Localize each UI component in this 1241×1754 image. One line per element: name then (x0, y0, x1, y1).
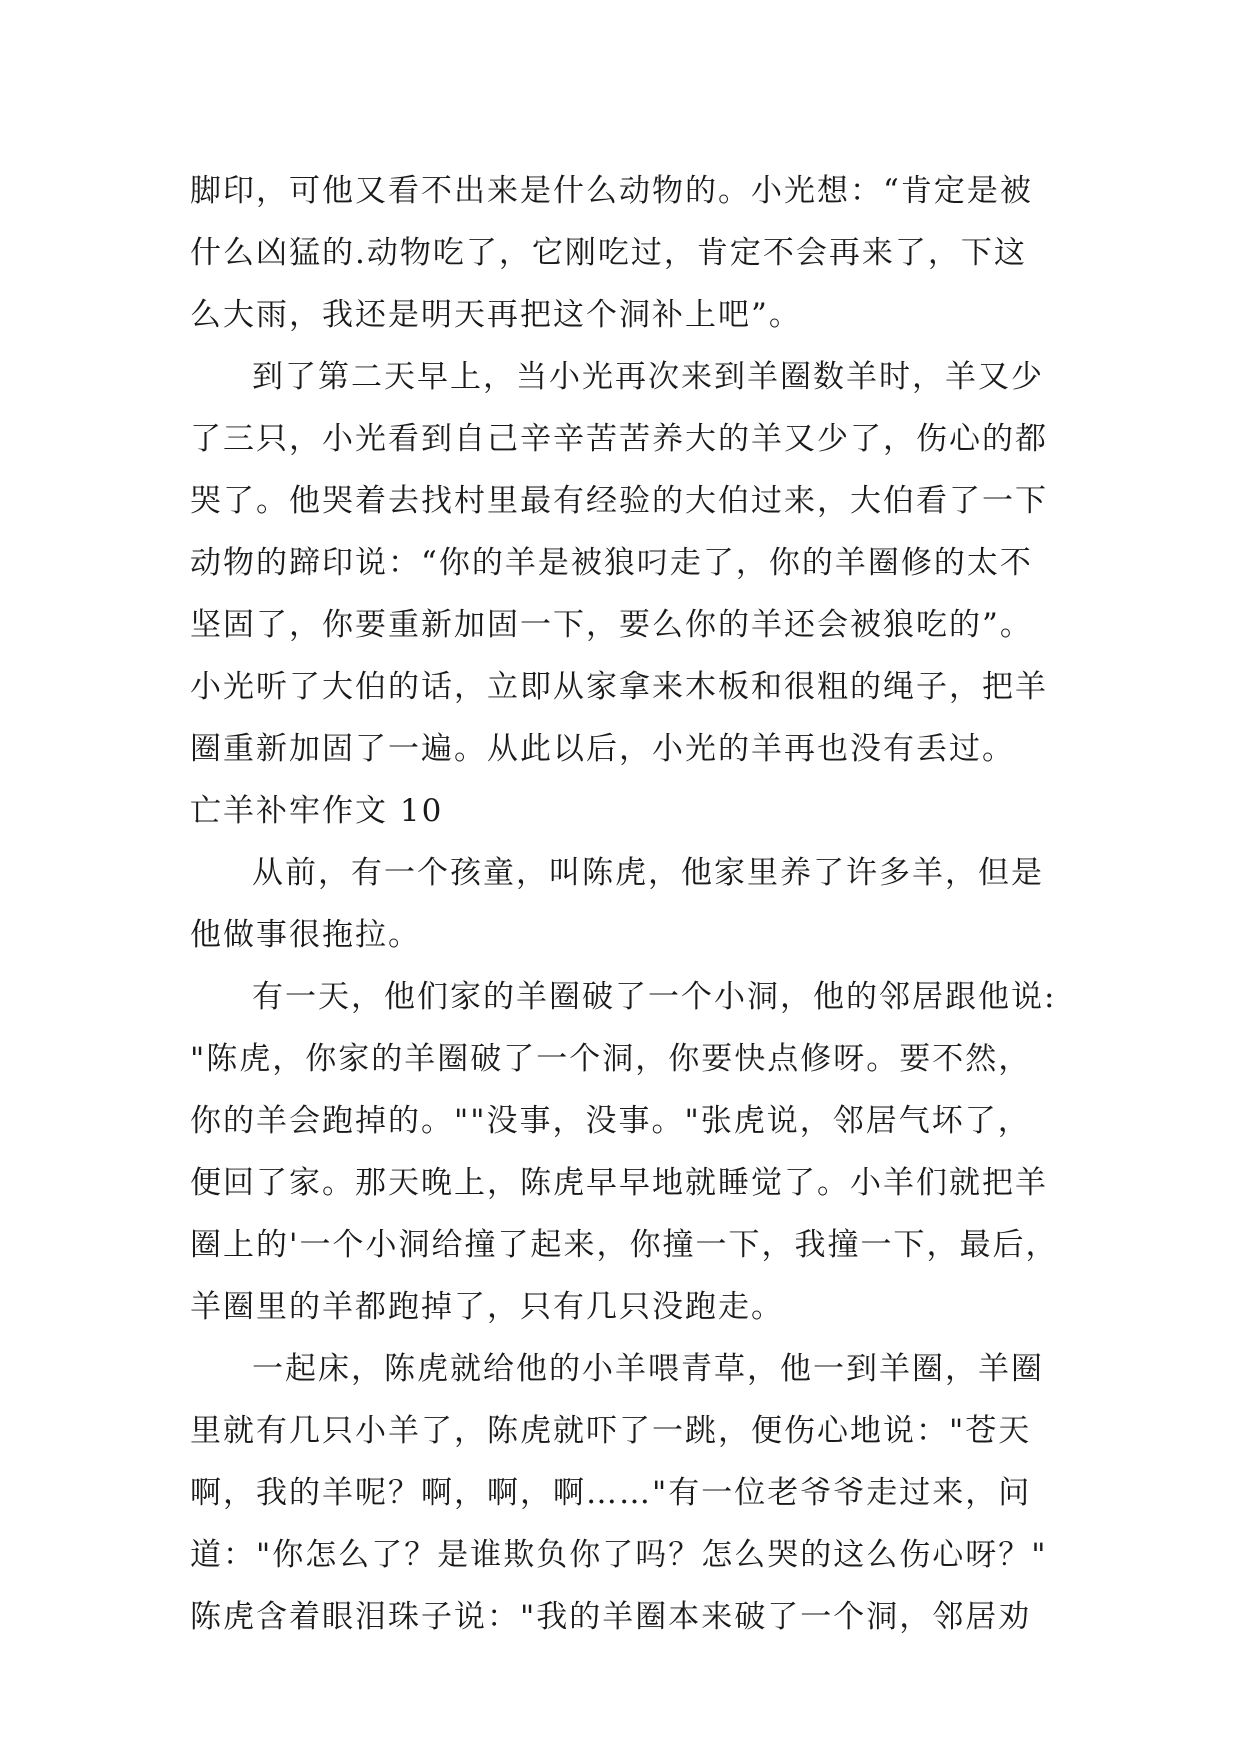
paragraph-start-line: 到了第二天早上，当小光再次来到羊圈数羊时，羊又少 (252, 359, 1044, 395)
text-line: "陈虎，你家的羊圈破了一个洞，你要快点修呀。要不然， (190, 1041, 1032, 1077)
text-line: 坚固了，你要重新加固一下，要么你的羊还会被狼吃的”。 (190, 607, 1033, 643)
text-line: 么大雨，我还是明天再把这个洞补上吧”。 (190, 297, 802, 333)
text-line: 圈重新加固了一遍。从此以后，小光的羊再也没有丢过。 (190, 731, 1015, 767)
text-line: 陈虎含着眼泪珠子说："我的羊圈本来破了一个洞，邻居劝 (190, 1599, 1032, 1635)
text-line: 了三只，小光看到自己辛辛苦苦养大的羊又少了，伤心的都 (190, 421, 1048, 457)
text-line: 便回了家。那天晚上，陈虎早早地就睡觉了。小羊们就把羊 (190, 1165, 1048, 1201)
body-text (190, 160, 1070, 1648)
text-line: 什么凶猛的.动物吃了，它刚吃过，肯定不会再来了，下这 (190, 235, 1027, 271)
text-line: 脚印，可他又看不出来是什么动物的。小光想：“肯定是被 (190, 173, 1033, 209)
text-line: 道："你怎么了？是谁欺负你了吗？怎么哭的这么伤心呀？" (190, 1537, 1048, 1573)
text-line: 小光听了大伯的话，立即从家拿来木板和很粗的绳子，把羊 (190, 669, 1048, 705)
text-line: 动物的蹄印说：“你的羊是被狼叼走了，你的羊圈修的太不 (190, 545, 1033, 581)
text-line: 里就有几只小羊了，陈虎就吓了一跳，便伤心地说："苍天 (190, 1413, 1032, 1449)
paragraph-start-line: 一起床，陈虎就给他的小羊喂青草，他一到羊圈，羊圈 (252, 1351, 1044, 1387)
text-line: 啊，我的羊呢？啊，啊，啊……"有一位老爷爷走过来，问 (190, 1475, 1032, 1511)
text-line: 他做事很拖拉。 (190, 917, 421, 953)
text-line: 羊圈里的羊都跑掉了，只有几只没跑走。 (190, 1289, 784, 1325)
text-line: 你的羊会跑掉的。""没事，没事。"张虎说，邻居气坏了， (190, 1103, 1031, 1139)
text-line: 哭了。他哭着去找村里最有经验的大伯过来，大伯看了一下 (190, 483, 1048, 519)
section-heading: 亡羊补牢作文 10 (190, 793, 444, 829)
paragraph-start-line: 有一天，他们家的羊圈破了一个小洞，他的邻居跟他说: (252, 979, 1057, 1015)
text-line: 圈上的'一个小洞给撞了起来，你撞一下，我撞一下，最后， (190, 1227, 1059, 1263)
paragraph-start-line: 从前，有一个孩童，叫陈虎，他家里养了许多羊，但是 (252, 855, 1044, 891)
